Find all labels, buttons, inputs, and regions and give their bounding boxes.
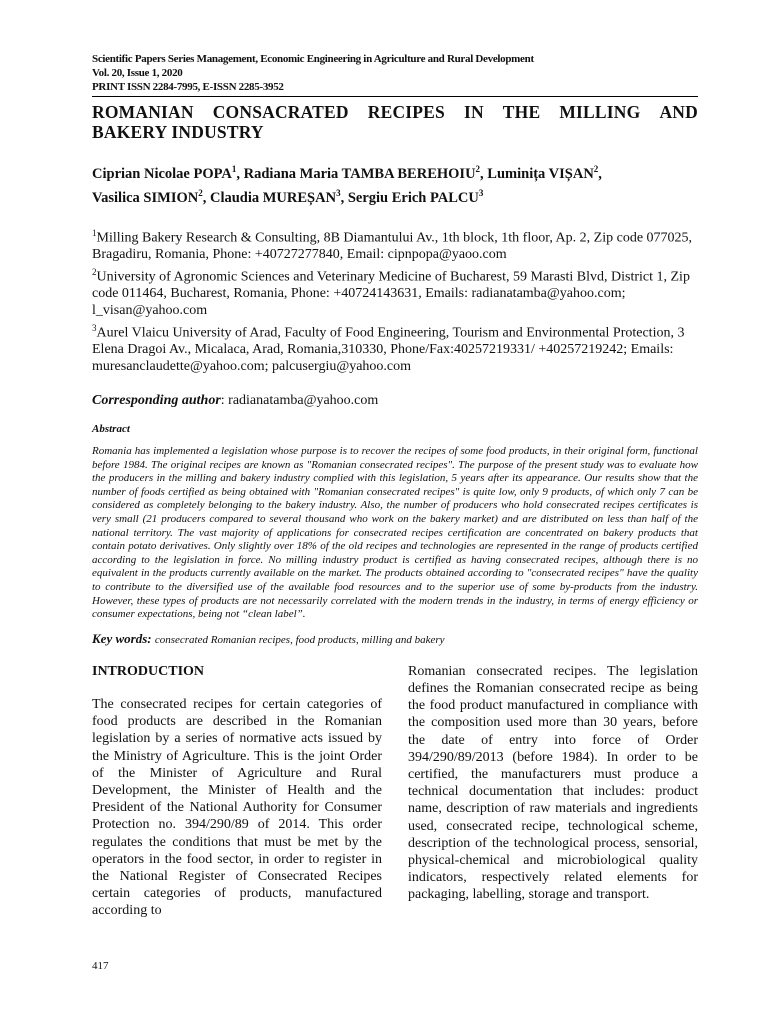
title-line-2: BAKERY INDUSTRY	[92, 122, 264, 142]
title-word: MILLING	[559, 102, 641, 122]
keywords: Key words: consecrated Romanian recipes, food products, milling and bakery	[92, 630, 445, 646]
left-column	[92, 663, 382, 920]
author: Claudia MUREȘAN$^3$,	[209, 187, 348, 206]
right-column	[408, 663, 698, 920]
introduction-heading: INTRODUCTION	[92, 663, 205, 679]
paper-page	[92, 52, 698, 920]
corresponding-author	[92, 392, 698, 409]
affiliation: $^3$Aurel Vlaicu University of Arad, Faculty of Food Engineering, Tourism and Environmental Protection, 3 Elena Dragoi Av., Micalaca, Arad, Romania,310330, Phone/Fax:40257219331/ +40257219242; Emails: muresanclaudette@yahoo.com; palcusergiu@yahoo.com	[92, 322, 685, 375]
abstract-text: Romania has implemented a legislation whose purpose is to recover the recipes of some food products, in their original form, functional before 1984. The original recipes are known as "Romanian consecrated recipes". The purpose of the present study was to evaluate how the producers in the milling and bakery industry complied with this legislation, 5 years after its appearance. Our results show that the number of foods certified as being obtained with "Romanian consecrated recipes" is quite low, only 9 products, of which only 7 can be considered as completely belonging to the bakery industry. Also, the number of producers who hold consecrated recipes certificates is very small (21 producers compared to several thousand who work on the bakery market) and are distributed on less than half of the national territory. The vast majority of applications for consecrated recipes certification are concentrated on bakery products that contain potato derivatives. Only slightly over 18% of the old recipes and technologies are represented in the range of products certified according to the legislation in force. No milling industry product is certified as having consecrated recipes, although there is no equivalent in the products currently available on the market. The products obtained according to "consecrated recipes" have the quality to contribute to the diversified use of the available food resources and to the superior use of some by-products from the industry. However, these types of products are not necessarily correlated with the modern trends in the industry, in terms of energy efficiency or consumer expectations, being not “clean label”.	[92, 445, 698, 621]
journal-header	[92, 52, 698, 94]
intro-paragraph-right: Romanian consecrated recipes. The legislation defines the Romanian consecrated recipe as being the food product manufactured in compliance with the composition used more than 30 years, before the date of entry into force of Order 394/290/89/2013 (before 1984). In order to be certified, the manufacturers must produce a technical documentation that includes: product name, description of raw materials and ingredients used, consecrated recipe, technological scheme, description of the technological process, sensorial, physical-chemical and microbiological quality indicators, respectively related elements for packaging, labelling, storage and transport.	[408, 663, 698, 903]
keywords-value: consecrated Romanian recipes, food products, milling and bakery	[154, 633, 445, 646]
journal-issn: PRINT ISSN 2284-7995, E-ISSN 2285-3952	[92, 81, 284, 93]
intro-paragraph-left: The consecrated recipes for certain categories of food products are described in the Romanian legislation by a series of normative acts issued by the Ministry of Agriculture. This is the joint Order of the Minister of Agriculture and Rural Development, the Minister of Health and the President of the National Authority for Consumer Protection no. 394/290/89 of 2014. This order regulates the conditions that must be met by the operators in the food sector, in order to register in the National Register of Consecrated Recipes certain categories of products, manufactured according to	[92, 696, 382, 919]
title-word: IN	[463, 102, 484, 122]
paper-title	[92, 102, 698, 142]
author: Vasilica SIMION$^2$,	[92, 187, 210, 206]
title-word: AND	[659, 102, 698, 122]
author: Radiana Maria TAMBA BEREHOIU$^2$,	[243, 164, 488, 182]
title-word: ROMANIAN	[92, 102, 194, 122]
affiliation: $^1$Milling Bakery Research & Consulting, 8B Diamantului Av., 1th block, 1th floor, Ap. 2, Zip code 077025, Bragadiru, Romania, Phone: +40727277840, Email: cipnpopa@yaoo.com	[92, 227, 693, 263]
journal-volume: Vol. 20, Issue 1, 2020	[92, 67, 183, 79]
affiliations	[92, 225, 698, 376]
author: Ciprian Nicolae POPA$^1$,	[92, 164, 244, 182]
title-word: CONSACRATED	[212, 102, 349, 122]
author: Luminița VIȘAN$^2$,	[487, 164, 602, 182]
title-word: THE	[502, 102, 541, 122]
author: Sergiu Erich PALCU$^3$	[347, 187, 484, 206]
author-list	[92, 160, 698, 208]
header-rule	[92, 96, 698, 97]
corresponding-email: : radianatamba@yahoo.com	[220, 393, 379, 408]
title-line-1	[92, 102, 698, 122]
body-columns	[92, 663, 698, 920]
keywords-label: Key words	[92, 630, 148, 646]
journal-series: Scientific Papers Series Management, Economic Engineering in Agriculture and Rural Development	[92, 53, 534, 65]
title-word: RECIPES	[367, 102, 445, 122]
affiliation: $^2$University of Agronomic Sciences and Veterinary Medicine of Bucharest, 59 Marasti Blvd, District 1, Zip code 011464, Bucharest, Romania, Phone: +40724143631, Emails: radianatamba@yahoo.com; l_visan@yahoo.com	[92, 266, 690, 319]
corresponding-label: Corresponding author	[92, 393, 221, 408]
abstract-heading: Abstract	[92, 423, 130, 435]
page-number: 417	[92, 960, 109, 972]
